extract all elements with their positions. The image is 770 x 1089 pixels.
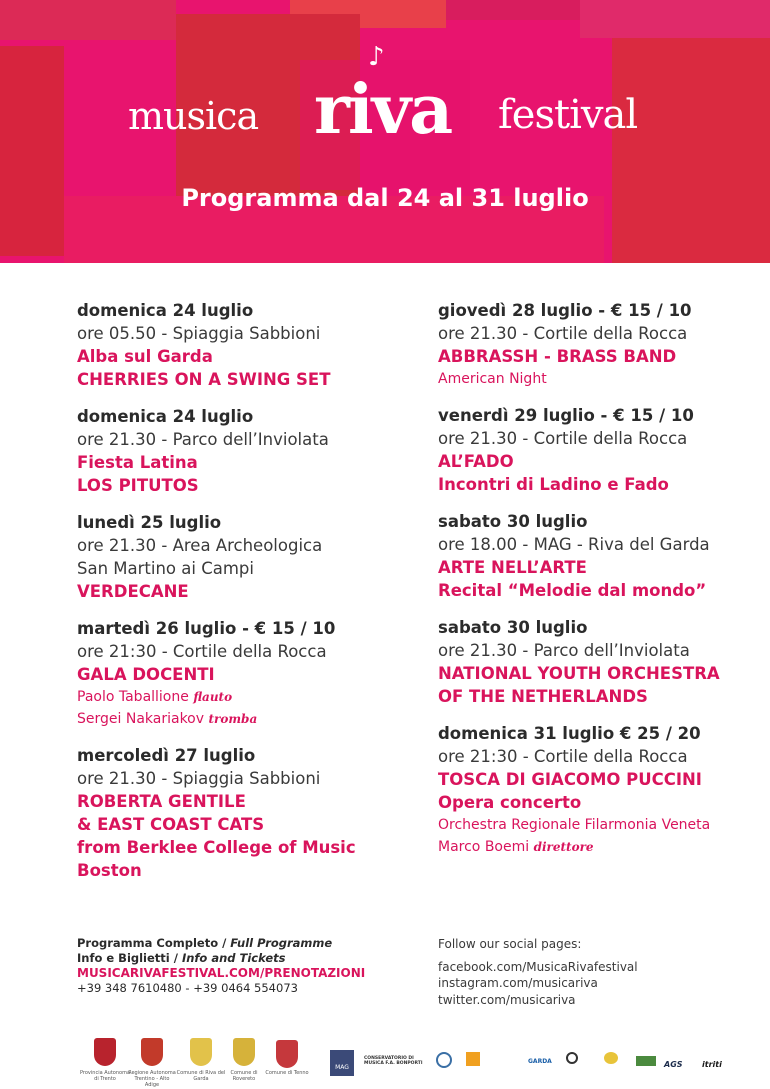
event-location: San Martino ai Campi: [77, 559, 254, 578]
event-title: Opera concerto: [438, 793, 582, 812]
event-title: ARTE NELL’ARTE: [438, 558, 587, 577]
crest-icon: [94, 1038, 116, 1066]
logo-word-riva: riva: [314, 70, 452, 150]
event-title: OF THE NETHERLANDS: [438, 687, 648, 706]
social-link-facebook[interactable]: facebook.com/MusicaRivafestival: [438, 959, 638, 974]
event-subtitle: American Night: [438, 371, 547, 387]
event-title: Incontri di Ladino e Fado: [438, 475, 669, 494]
event-performer: [77, 686, 417, 708]
event-date: sabato 30 luglio: [438, 512, 588, 531]
event-title: GALA DOCENTI: [77, 665, 215, 684]
social-info: [438, 936, 758, 1008]
sponsor-label: Comune di Riva del Garda: [176, 1070, 226, 1082]
event-time: ore 21.30 - Spiaggia Sabbioni: [77, 769, 321, 788]
event-title: AL’FADO: [438, 452, 514, 471]
social-link-twitter[interactable]: twitter.com/musicariva: [438, 992, 576, 1007]
event-time: ore 18.00 - MAG - Riva del Garda: [438, 535, 710, 554]
event-title: NATIONAL YOUTH ORCHESTRA: [438, 664, 720, 683]
decor-block: [0, 0, 176, 40]
info-label-en: Full Programme: [230, 936, 333, 950]
partner-logo: [466, 1052, 480, 1066]
performer-role: direttore: [533, 840, 594, 854]
event-item: [438, 722, 758, 858]
garda-logo: GARDA: [528, 1058, 552, 1065]
header-banner: [0, 0, 770, 263]
info-line: [77, 936, 407, 951]
event-subtitle: Orchestra Regionale Filarmonia Veneta: [438, 817, 711, 833]
event-title: CHERRIES ON A SWING SET: [77, 370, 331, 389]
mag-logo: MAG: [330, 1050, 354, 1076]
ticket-info: [77, 936, 407, 996]
event-date: domenica 31 luglio € 25 / 20: [438, 724, 701, 743]
event-performer: [77, 708, 417, 730]
partner-icon: [566, 1052, 578, 1064]
social-heading: Follow our social pages:: [438, 937, 582, 951]
logo-word-musica: musica: [128, 94, 259, 138]
info-label-en: Info and Tickets: [181, 951, 286, 965]
event-time: ore 21.30 - Area Archeologica: [77, 536, 323, 555]
program-column-right: [438, 299, 758, 872]
event-title: & EAST COAST CATS: [77, 815, 265, 834]
crest-icon: [141, 1038, 163, 1066]
event-date: venerdì 29 luglio - € 15 / 10: [438, 406, 694, 425]
sponsor-bar: [0, 1030, 770, 1089]
sponsor-label: Comune di Rovereto: [230, 1070, 258, 1082]
event-title: Recital “Melodie dal mondo”: [438, 581, 707, 600]
event-title: TOSCA DI GIACOMO PUCCINI: [438, 770, 702, 789]
performer-role: tromba: [208, 712, 258, 726]
event-item: [77, 299, 417, 391]
logo-word-festival: festival: [498, 92, 638, 138]
event-time: ore 21.30 - Cortile della Rocca: [438, 429, 688, 448]
event-time: ore 05.50 - Spiaggia Sabbioni: [77, 324, 321, 343]
sponsor-label: Provincia Autonoma di Trento: [80, 1070, 131, 1082]
performer-name: Marco Boemi: [438, 839, 530, 855]
event-title: from Berklee College of Music: [77, 838, 356, 857]
event-date: sabato 30 luglio: [438, 618, 588, 637]
event-title: VERDECANE: [77, 582, 189, 601]
event-title: Boston: [77, 861, 142, 880]
event-title: LOS PITUTOS: [77, 476, 199, 495]
phone-numbers: +39 348 7610480 - +39 0464 554073: [77, 981, 298, 995]
performer-name: Sergei Nakariakov: [77, 711, 205, 727]
itriti-logo: itriti: [702, 1060, 722, 1069]
event-date: domenica 24 luglio: [77, 301, 254, 320]
conservatorio-logo: CONSERVATORIO DI MUSICA F.A. BONPORTI: [364, 1056, 423, 1066]
event-title: ABBRASSH - BRASS BAND: [438, 347, 677, 366]
event-title: Fiesta Latina: [77, 453, 198, 472]
event-time: ore 21:30 - Cortile della Rocca: [438, 747, 688, 766]
social-link-instagram[interactable]: instagram.com/musicariva: [438, 976, 598, 990]
sponsor-label: Comune di Tenno: [265, 1070, 309, 1076]
event-item: [438, 404, 758, 496]
crest-icon: [276, 1040, 298, 1068]
program-column-left: [77, 299, 417, 896]
event-time: ore 21.30 - Cortile della Rocca: [438, 324, 688, 343]
event-title: Alba sul Garda: [77, 347, 213, 366]
event-item: [438, 510, 758, 602]
seal-icon: [436, 1052, 452, 1068]
performer-role: flauto: [193, 690, 233, 704]
info-label: Info e Biglietti /: [77, 951, 182, 965]
event-item: [438, 299, 758, 390]
crest-icon: [233, 1038, 255, 1066]
sponsor-label: Regione Autonoma Trentino - Alto Adige: [128, 1070, 176, 1088]
event-item: [77, 511, 417, 603]
event-item: [77, 405, 417, 497]
festival-logo: [0, 42, 770, 150]
partner-icon: [604, 1052, 618, 1064]
program-subtitle: Programma dal 24 al 31 luglio: [181, 184, 589, 212]
booking-link[interactable]: MUSICARIVAFESTIVAL.COM/PRENOTAZIONI: [77, 966, 366, 980]
ags-logo: AGS: [664, 1060, 683, 1069]
event-item: [77, 617, 417, 730]
event-performer: [438, 836, 758, 858]
event-item: [77, 744, 417, 882]
event-item: [438, 616, 758, 708]
info-label: Programma Completo /: [77, 936, 231, 950]
event-date: mercoledì 27 luglio: [77, 746, 256, 765]
crest-icon: [190, 1038, 212, 1066]
event-title: ROBERTA GENTILE: [77, 792, 246, 811]
partner-logo: [636, 1056, 656, 1066]
event-time: ore 21:30 - Cortile della Rocca: [77, 642, 327, 661]
event-date: lunedì 25 luglio: [77, 513, 222, 532]
music-note-icon: ♪: [368, 42, 385, 72]
event-date: martedì 26 luglio - € 15 / 10: [77, 619, 336, 638]
event-time: ore 21.30 - Parco dell’Inviolata: [77, 430, 329, 449]
performer-name: Paolo Taballione: [77, 689, 189, 705]
event-time: ore 21.30 - Parco dell’Inviolata: [438, 641, 690, 660]
decor-block: [580, 0, 770, 38]
event-date: giovedì 28 luglio - € 15 / 10: [438, 301, 692, 320]
event-date: domenica 24 luglio: [77, 407, 254, 426]
info-line: [77, 951, 407, 966]
